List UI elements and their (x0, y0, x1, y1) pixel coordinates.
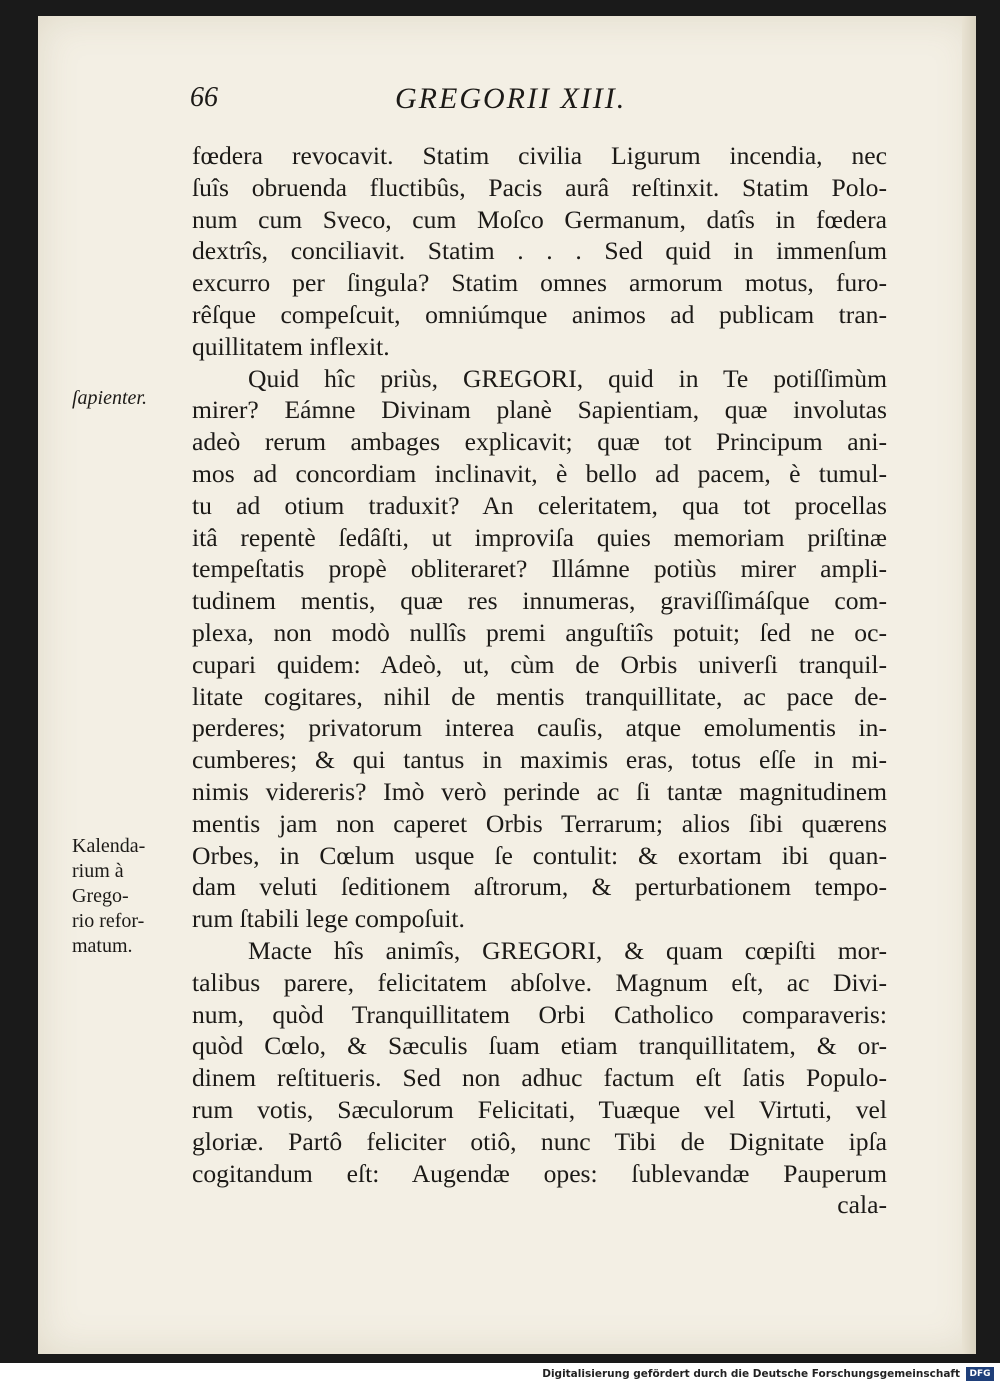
text-line: Macte hîs animîs, GREGORI, & quam cœpiſti mor- (248, 935, 887, 965)
text-line: quillitatem inflexit. (192, 331, 390, 361)
text-line: itâ repentè ſedâſti, ut improviſa quies memoriam priſtinæ (192, 522, 887, 552)
text-line: mentis jam non caperet Orbis Terrarum; alios ſibi quærens (192, 808, 887, 838)
text-line: tempeſtatis propè obliteraret? Illámne potiùs mirer ampli- (192, 554, 887, 584)
catchword: cala- (837, 1190, 887, 1220)
text-line: mirer? Eámne Divinam planè Sapientiam, quæ involutas (192, 395, 887, 425)
text-line: litate cogitares, nihil de mentis tranquillitate, ac pace de- (192, 681, 887, 711)
text-line: nimis videreris? Imò verò perinde ac ſi tantæ magnitudinem (192, 776, 887, 806)
footer-bar (0, 1363, 1000, 1386)
text-line: dextrîs, conciliavit. Statim . . . Sed quid in immenſum (192, 236, 887, 266)
running-title: GREGORII XIII. (395, 82, 627, 115)
text-line: ſuîs obruenda fluctibûs, Pacis aurâ reſtinxit. Statim Polo- (192, 172, 887, 202)
text-line: Orbes, in Cœlum usque ſe contulit: & exortam ibi quan- (192, 840, 887, 870)
footer-credit: Digitalisierung gefördert durch die Deutsche Forschungsgemeinschaft (542, 1368, 960, 1380)
text-line: num cum Sveco, cum Moſco Germanum, datîs in fœdera (192, 204, 887, 234)
text-line: mos ad concordiam inclinavit, è bello ad pacem, è tumul- (192, 458, 887, 488)
marginal-line: rium à (72, 860, 124, 882)
text-line: plexa, non modò nullîs premi anguſtiîs potuit; ſed ne oc- (192, 617, 887, 647)
marginal-note-sapienter: ſapienter. (72, 387, 147, 409)
text-line: perderes; privatorum interea cauſis, atque emolumentis in- (192, 713, 887, 743)
text-line: cupari quidem: Adeò, ut, cùm de Orbis univerſi tranquil- (192, 649, 887, 679)
text-line: adeò rerum ambages explicavit; quæ tot Principum ani- (192, 427, 887, 457)
marginal-note-kalendarium (72, 834, 145, 959)
text-line: num, quòd Tranquillitatem Orbi Catholico comparaveris: (192, 999, 887, 1029)
text-line: dinem reſtitueris. Sed non adhuc factum eſt ſatis Populo- (192, 1063, 887, 1093)
marginal-line: Kalenda- (72, 835, 146, 857)
marginal-line: rio refor- (72, 910, 145, 932)
text-line: tudinem mentis, quæ res innumeras, graviſſimáſque com- (192, 586, 887, 616)
text-line: dam veluti ſeditionem aſtrorum, & perturbationem tempo- (192, 872, 887, 902)
text-line: rum votis, Sæculorum Felicitati, Tuæque vel Virtuti, vel (192, 1094, 887, 1124)
page-number: 66 (190, 82, 218, 113)
text-line: rum ſtabili lege compoſuit. (192, 904, 465, 934)
text-line: cumberes; & qui tantus in maximis eras, totus eſſe in mi- (192, 745, 887, 775)
text-line: gloriæ. Partô feliciter otiô, nunc Tibi de Dignitate ipſa (192, 1126, 887, 1156)
dfg-logo-icon: DFG (966, 1367, 994, 1381)
marginal-line: Grego- (72, 885, 129, 907)
text-line: Quid hîc priùs, GREGORI, quid in Te potiſſimùm (248, 363, 887, 393)
text-line: fœdera revocavit. Statim civilia Ligurum incendia, nec (192, 141, 887, 170)
page-edge (962, 16, 976, 1354)
text-line: cogitandum eſt: Augendæ opes: ſublevandæ Pauperum (192, 1158, 887, 1188)
text-line: rêſque compeſcuit, omniúmque animos ad publicam tran- (192, 299, 887, 329)
text-line: quòd Cœlo, & Sæculis ſuam etiam tranquillitatem, & or- (192, 1031, 887, 1061)
body-text (192, 140, 887, 1221)
text-line: talibus parere, felicitatem abſolve. Magnum eſt, ac Divi- (192, 967, 887, 997)
running-head (190, 82, 890, 122)
marginal-line: matum. (72, 935, 133, 957)
text-line: tu ad otium traduxit? An celeritatem, qua tot procellas (192, 490, 887, 520)
text-line: excurro per ſingula? Statim omnes armorum motus, furo- (192, 268, 887, 298)
